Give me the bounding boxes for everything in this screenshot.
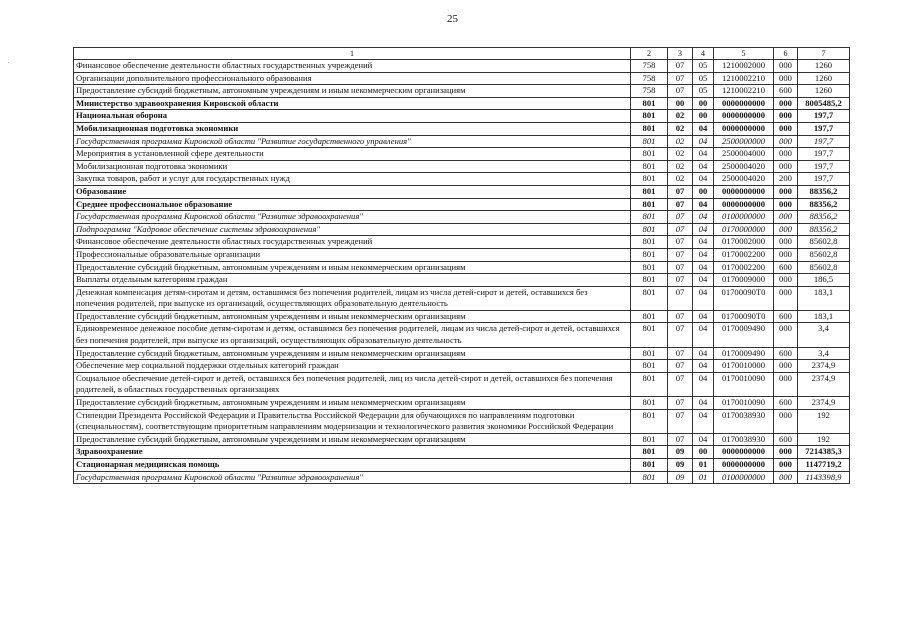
cell-ministry-code: 801	[631, 471, 668, 484]
row-name: Предоставление субсидий бюджетным, автономным учреждениям и иным некоммерческим организациям	[74, 397, 631, 410]
cell-subsection: 00	[693, 110, 714, 123]
cell-subsection: 04	[693, 148, 714, 161]
cell-target-article: 0000000000	[714, 97, 774, 110]
cell-expense-type: 600	[774, 85, 798, 98]
cell-ministry-code: 801	[631, 248, 668, 261]
row-name: Мероприятия в установленной сфере деятельности	[74, 148, 631, 161]
table-row	[74, 72, 850, 85]
cell-amount: 8005485,2	[798, 97, 850, 110]
row-name: Государственная программа Кировской области "Развитие здравоохранения"	[74, 211, 631, 224]
cell-amount: 197,7	[798, 122, 850, 135]
cell-target-article: 01700090Т0	[714, 310, 774, 323]
cell-target-article: 2500004020	[714, 160, 774, 173]
table-row	[74, 85, 850, 98]
table-row	[74, 236, 850, 249]
row-name: Национальная оборона	[74, 110, 631, 123]
cell-section: 07	[668, 372, 693, 396]
cell-subsection: 04	[693, 248, 714, 261]
cell-amount: 192	[798, 433, 850, 446]
cell-expense-type: 000	[774, 323, 798, 347]
page-number: 25	[447, 13, 458, 25]
cell-expense-type: 200	[774, 173, 798, 186]
cell-ministry-code: 801	[631, 274, 668, 287]
row-name: Мобилизационная подготовка экономики	[74, 122, 631, 135]
table-row	[74, 323, 850, 347]
cell-subsection: 04	[693, 198, 714, 211]
cell-section: 07	[668, 286, 693, 310]
table-row	[74, 97, 850, 110]
cell-section: 09	[668, 446, 693, 459]
cell-subsection: 04	[693, 409, 714, 433]
cell-amount: 183,1	[798, 286, 850, 310]
row-name: Обеспечение мер социальной поддержки отдельных категорий граждан	[74, 360, 631, 373]
cell-target-article: 0170000000	[714, 223, 774, 236]
cell-section: 02	[668, 135, 693, 148]
cell-amount: 2374,9	[798, 397, 850, 410]
cell-ministry-code: 758	[631, 72, 668, 85]
column-header: 2	[631, 48, 668, 60]
cell-subsection: 05	[693, 85, 714, 98]
row-name: Организации дополнительного профессионального образования	[74, 72, 631, 85]
cell-section: 07	[668, 433, 693, 446]
cell-target-article: 0000000000	[714, 198, 774, 211]
cell-section: 00	[668, 97, 693, 110]
cell-section: 07	[668, 211, 693, 224]
row-name: Единовременное денежное пособие детям-сиротам и детям, оставшимся без попечения родителей, лицам из числа детей-сирот и детей, оставшихся без попечения родителей, при выпуске из организаций, осуществляющих образовательную деятельность	[74, 323, 631, 347]
cell-expense-type: 600	[774, 310, 798, 323]
cell-amount: 197,7	[798, 110, 850, 123]
cell-target-article: 01700090Т0	[714, 286, 774, 310]
cell-target-article: 0100000000	[714, 471, 774, 484]
row-name: Предоставление субсидий бюджетным, автономным учреждениям и иным некоммерческим организациям	[74, 310, 631, 323]
cell-target-article: 0170009000	[714, 274, 774, 287]
cell-section: 07	[668, 310, 693, 323]
row-name: Министерство здравоохранения Кировской области	[74, 97, 631, 110]
row-name: Социальное обеспечение детей-сирот и детей, оставшихся без попечения родителей, лиц из числа детей-сирот и детей, оставшихся без попечения родителей, в областных государственных организациях	[74, 372, 631, 396]
cell-section: 02	[668, 122, 693, 135]
row-name: Закупка товаров, работ и услуг для государственных нужд	[74, 173, 631, 186]
cell-amount: 1143398,9	[798, 471, 850, 484]
row-name: Образование	[74, 185, 631, 198]
cell-expense-type: 000	[774, 122, 798, 135]
row-name: Стипендии Президента Российской Федерации и Правительства Российской Федерации для обучающихся по направлениям подготовки (специальностям), соответствующим приоритетным направлениям модернизации и технологического развития экономики Российской Федерации	[74, 409, 631, 433]
cell-expense-type: 000	[774, 110, 798, 123]
cell-target-article: 0170038930	[714, 409, 774, 433]
cell-expense-type: 000	[774, 459, 798, 472]
cell-ministry-code: 801	[631, 223, 668, 236]
cell-subsection: 01	[693, 471, 714, 484]
cell-target-article: 0100000000	[714, 211, 774, 224]
table-row	[74, 261, 850, 274]
table-row	[74, 211, 850, 224]
cell-subsection: 04	[693, 347, 714, 360]
cell-amount: 2374,9	[798, 372, 850, 396]
cell-expense-type: 600	[774, 433, 798, 446]
cell-section: 07	[668, 261, 693, 274]
cell-amount: 1147719,2	[798, 459, 850, 472]
cell-amount: 1260	[798, 60, 850, 73]
cell-section: 07	[668, 236, 693, 249]
table-row	[74, 471, 850, 484]
table-row	[74, 148, 850, 161]
cell-subsection: 04	[693, 122, 714, 135]
cell-expense-type: 000	[774, 135, 798, 148]
cell-subsection: 04	[693, 135, 714, 148]
cell-ministry-code: 801	[631, 135, 668, 148]
cell-expense-type: 000	[774, 185, 798, 198]
cell-ministry-code: 801	[631, 236, 668, 249]
cell-ministry-code: 801	[631, 261, 668, 274]
row-name: Предоставление субсидий бюджетным, автономным учреждениям и иным некоммерческим организациям	[74, 347, 631, 360]
table-body	[74, 60, 850, 484]
header-row	[74, 48, 850, 60]
column-header: 3	[668, 48, 693, 60]
cell-amount: 192	[798, 409, 850, 433]
cell-expense-type: 000	[774, 248, 798, 261]
cell-target-article: 0170002200	[714, 261, 774, 274]
row-name: Государственная программа Кировской области "Развитие государственного управления"	[74, 135, 631, 148]
cell-section: 09	[668, 471, 693, 484]
cell-expense-type: 000	[774, 471, 798, 484]
cell-amount: 88356,2	[798, 211, 850, 224]
cell-expense-type: 000	[774, 236, 798, 249]
row-name: Предоставление субсидий бюджетным, автономным учреждениям и иным некоммерческим организациям	[74, 433, 631, 446]
cell-amount: 88356,2	[798, 185, 850, 198]
table-row	[74, 360, 850, 373]
table-row	[74, 135, 850, 148]
table-row	[74, 122, 850, 135]
cell-expense-type: 000	[774, 372, 798, 396]
cell-section: 02	[668, 173, 693, 186]
cell-subsection: 04	[693, 310, 714, 323]
cell-subsection: 04	[693, 372, 714, 396]
row-name: Подпрограмма "Кадровое обеспечение системы здравоохранения"	[74, 223, 631, 236]
cell-expense-type: 000	[774, 60, 798, 73]
table-row	[74, 409, 850, 433]
cell-section: 07	[668, 185, 693, 198]
table-row	[74, 274, 850, 287]
cell-ministry-code: 801	[631, 433, 668, 446]
cell-target-article: 0170010090	[714, 397, 774, 410]
cell-subsection: 01	[693, 459, 714, 472]
cell-expense-type: 000	[774, 72, 798, 85]
cell-amount: 85602,8	[798, 261, 850, 274]
cell-ministry-code: 801	[631, 122, 668, 135]
cell-amount: 7214385,3	[798, 446, 850, 459]
cell-expense-type: 000	[774, 223, 798, 236]
cell-expense-type: 000	[774, 446, 798, 459]
cell-expense-type: 000	[774, 198, 798, 211]
cell-section: 07	[668, 409, 693, 433]
cell-expense-type: 000	[774, 160, 798, 173]
row-name: Стационарная медицинская помощь	[74, 459, 631, 472]
cell-amount: 197,7	[798, 148, 850, 161]
cell-section: 07	[668, 223, 693, 236]
cell-section: 02	[668, 110, 693, 123]
cell-target-article: 0000000000	[714, 446, 774, 459]
cell-subsection: 05	[693, 72, 714, 85]
cell-ministry-code: 801	[631, 360, 668, 373]
cell-ministry-code: 801	[631, 160, 668, 173]
cell-subsection: 04	[693, 433, 714, 446]
row-name: Государственная программа Кировской области "Развитие здравоохранения"	[74, 471, 631, 484]
cell-target-article: 1210002210	[714, 85, 774, 98]
cell-section: 02	[668, 148, 693, 161]
cell-amount: 197,7	[798, 160, 850, 173]
table-row	[74, 248, 850, 261]
cell-ministry-code: 801	[631, 347, 668, 360]
cell-target-article: 2500004000	[714, 148, 774, 161]
row-name: Финансовое обеспечение деятельности областных государственных учреждений	[74, 60, 631, 73]
table-row	[74, 310, 850, 323]
table-row	[74, 198, 850, 211]
cell-section: 07	[668, 323, 693, 347]
cell-amount: 3,4	[798, 347, 850, 360]
cell-target-article: 1210002210	[714, 72, 774, 85]
cell-section: 07	[668, 360, 693, 373]
cell-amount: 2374,9	[798, 360, 850, 373]
cell-section: 07	[668, 397, 693, 410]
table-row	[74, 223, 850, 236]
cell-subsection: 04	[693, 236, 714, 249]
cell-subsection: 04	[693, 397, 714, 410]
table-row	[74, 446, 850, 459]
column-header: 6	[774, 48, 798, 60]
cell-amount: 3,4	[798, 323, 850, 347]
cell-subsection: 04	[693, 173, 714, 186]
table-row	[74, 459, 850, 472]
row-name: Здравоохранение	[74, 446, 631, 459]
cell-subsection: 05	[693, 60, 714, 73]
cell-ministry-code: 801	[631, 286, 668, 310]
cell-ministry-code: 801	[631, 97, 668, 110]
cell-amount: 85602,8	[798, 248, 850, 261]
cell-expense-type: 000	[774, 97, 798, 110]
cell-amount: 88356,2	[798, 198, 850, 211]
cell-ministry-code: 801	[631, 372, 668, 396]
column-header: 1	[74, 48, 631, 60]
cell-expense-type: 600	[774, 397, 798, 410]
cell-target-article: 0000000000	[714, 122, 774, 135]
cell-subsection: 00	[693, 446, 714, 459]
cell-target-article: 0000000000	[714, 185, 774, 198]
cell-target-article: 0000000000	[714, 110, 774, 123]
cell-expense-type: 000	[774, 360, 798, 373]
cell-subsection: 04	[693, 323, 714, 347]
table-row	[74, 60, 850, 73]
cell-target-article: 2500004020	[714, 173, 774, 186]
cell-ministry-code: 801	[631, 459, 668, 472]
column-header: 5	[714, 48, 774, 60]
cell-amount: 88356,2	[798, 223, 850, 236]
cell-target-article: 0170002000	[714, 236, 774, 249]
cell-ministry-code: 758	[631, 85, 668, 98]
cell-ministry-code: 801	[631, 173, 668, 186]
table-row	[74, 110, 850, 123]
cell-subsection: 04	[693, 160, 714, 173]
row-name: Предоставление субсидий бюджетным, автономным учреждениям и иным некоммерческим организациям	[74, 261, 631, 274]
row-name: Денежная компенсация детям-сиротам и детям, оставшимся без попечения родителей, лицам из числа детей-сирот и детей, оставшихся без попечения родителей, при выпуске из организаций, осуществляющих образовательную деятельность	[74, 286, 631, 310]
cell-expense-type: 600	[774, 347, 798, 360]
cell-amount: 183,1	[798, 310, 850, 323]
cell-subsection: 00	[693, 185, 714, 198]
table-row	[74, 173, 850, 186]
table-row	[74, 286, 850, 310]
cell-amount: 1260	[798, 72, 850, 85]
row-name: Финансовое обеспечение деятельности областных государственных учреждений	[74, 236, 631, 249]
cell-section: 09	[668, 459, 693, 472]
table-row	[74, 160, 850, 173]
cell-target-article: 0170009490	[714, 323, 774, 347]
cell-target-article: 2500000000	[714, 135, 774, 148]
cell-ministry-code: 801	[631, 323, 668, 347]
cell-expense-type: 000	[774, 286, 798, 310]
cell-section: 07	[668, 248, 693, 261]
cell-subsection: 04	[693, 360, 714, 373]
cell-target-article: 0170010000	[714, 360, 774, 373]
table-row	[74, 347, 850, 360]
cell-amount: 85602,8	[798, 236, 850, 249]
row-name: Мобилизационная подготовка экономики	[74, 160, 631, 173]
cell-ministry-code: 801	[631, 198, 668, 211]
cell-subsection: 04	[693, 286, 714, 310]
cell-target-article: 0170002200	[714, 248, 774, 261]
cell-target-article: 0000000000	[714, 459, 774, 472]
cell-ministry-code: 801	[631, 397, 668, 410]
budget-table	[73, 47, 850, 484]
cell-subsection: 04	[693, 261, 714, 274]
cell-ministry-code: 801	[631, 310, 668, 323]
row-name: Среднее профессиональное образование	[74, 198, 631, 211]
cell-amount: 197,7	[798, 135, 850, 148]
cell-section: 07	[668, 274, 693, 287]
cell-ministry-code: 801	[631, 211, 668, 224]
cell-ministry-code: 801	[631, 110, 668, 123]
cell-target-article: 1210002000	[714, 60, 774, 73]
cell-subsection: 04	[693, 211, 714, 224]
table-row	[74, 185, 850, 198]
cell-target-article: 0170038930	[714, 433, 774, 446]
table-row	[74, 433, 850, 446]
cell-expense-type: 000	[774, 274, 798, 287]
cell-expense-type: 600	[774, 261, 798, 274]
cell-section: 07	[668, 60, 693, 73]
cell-amount: 1260	[798, 85, 850, 98]
cell-expense-type: 000	[774, 211, 798, 224]
cell-amount: 186,5	[798, 274, 850, 287]
cell-amount: 197,7	[798, 173, 850, 186]
row-name: Профессиональные образовательные организации	[74, 248, 631, 261]
cell-section: 07	[668, 347, 693, 360]
scan-artifact	[8, 62, 9, 63]
row-name: Выплаты отдельным категориям граждан	[74, 274, 631, 287]
column-header: 7	[798, 48, 850, 60]
table-row	[74, 372, 850, 396]
cell-section: 07	[668, 72, 693, 85]
cell-section: 02	[668, 160, 693, 173]
table-row	[74, 397, 850, 410]
cell-section: 07	[668, 85, 693, 98]
cell-subsection: 00	[693, 97, 714, 110]
cell-target-article: 0170009490	[714, 347, 774, 360]
cell-ministry-code: 758	[631, 60, 668, 73]
cell-ministry-code: 801	[631, 446, 668, 459]
row-name: Предоставление субсидий бюджетным, автономным учреждениям и иным некоммерческим организациям	[74, 85, 631, 98]
cell-subsection: 04	[693, 274, 714, 287]
cell-ministry-code: 801	[631, 409, 668, 433]
cell-ministry-code: 801	[631, 148, 668, 161]
cell-section: 07	[668, 198, 693, 211]
cell-expense-type: 000	[774, 148, 798, 161]
cell-ministry-code: 801	[631, 185, 668, 198]
cell-expense-type: 000	[774, 409, 798, 433]
column-header: 4	[693, 48, 714, 60]
cell-target-article: 0170010090	[714, 372, 774, 396]
cell-subsection: 04	[693, 223, 714, 236]
